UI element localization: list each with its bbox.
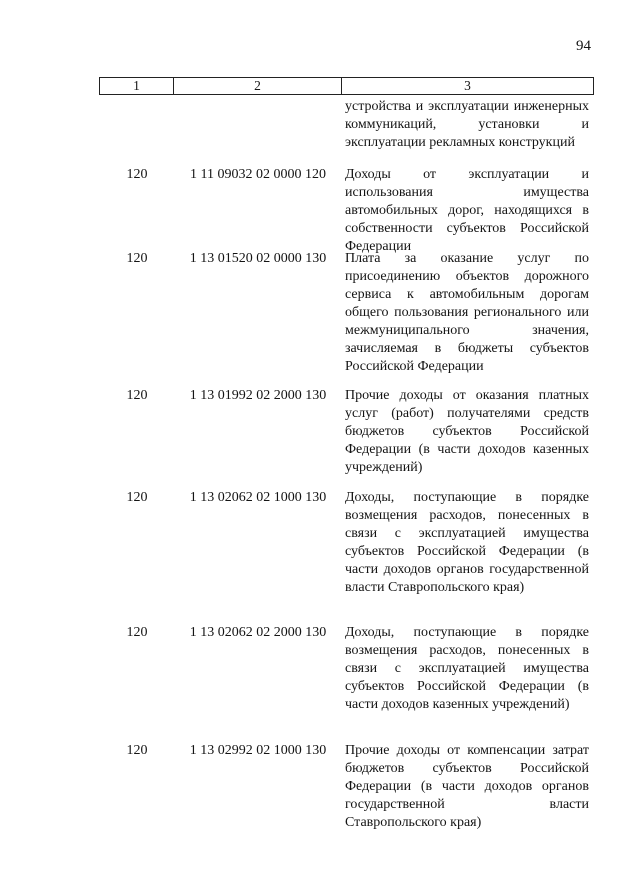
header-col-3: 3	[464, 78, 471, 93]
admin-code: 120	[126, 388, 148, 403]
admin-code: 120	[126, 251, 148, 266]
revenue-code: 1 11 09032 02 0000 120	[190, 167, 326, 182]
admin-code: 120	[126, 743, 148, 758]
revenue-description: Доходы, поступающие в порядке возмещения расходов, понесенных в связи с эксплуатацией имущества субъектов Российской Федерации (в части доходов органов государственной власти Ставропольского края)	[345, 490, 589, 595]
revenue-code: 1 13 02992 02 1000 130	[189, 743, 327, 758]
revenue-description: Доходы, поступающие в порядке возмещения расходов, понесенных в связи с эксплуатацией имущества субъектов Российской Федерации (в части доходов казенных учреждений)	[345, 625, 589, 712]
revenue-description: Плата за оказание услуг по присоединению объектов дорожного сервиса к автомобильным дорогам общего пользования регионального или межмуниципального значения, зачисляемая в бюджеты субъектов Российской Федерации	[345, 251, 589, 374]
admin-code: 120	[126, 625, 148, 640]
header-col-1: 1	[100, 78, 174, 94]
continuation-text: устройства и эксплуатации инженерных коммуникаций, установки и эксплуатации рекламных конструкций	[345, 99, 589, 150]
table-header	[99, 77, 594, 95]
revenue-code: 1 13 01992 02 2000 130	[189, 388, 327, 403]
revenue-code: 1 13 02062 02 2000 130	[189, 625, 327, 640]
page-number: 94	[576, 38, 591, 54]
admin-code: 120	[126, 490, 148, 505]
revenue-description: Доходы от эксплуатации и использования имущества автомобильных дорог, находящихся в собственности субъектов Российской Федерации	[345, 167, 589, 254]
revenue-description: Прочие доходы от оказания платных услуг (работ) получателями средств бюджетов субъектов Российской Федерации (в части доходов казенных учреждений)	[345, 388, 589, 475]
revenue-code: 1 13 01520 02 0000 130	[189, 251, 327, 266]
header-col-2: 2	[174, 78, 342, 94]
admin-code: 120	[126, 167, 148, 182]
revenue-code: 1 13 02062 02 1000 130	[189, 490, 327, 505]
revenue-description: Прочие доходы от компенсации затрат бюджетов субъектов Российской Федерации (в части доходов органов государственной власти Ставропольского края)	[345, 743, 589, 830]
